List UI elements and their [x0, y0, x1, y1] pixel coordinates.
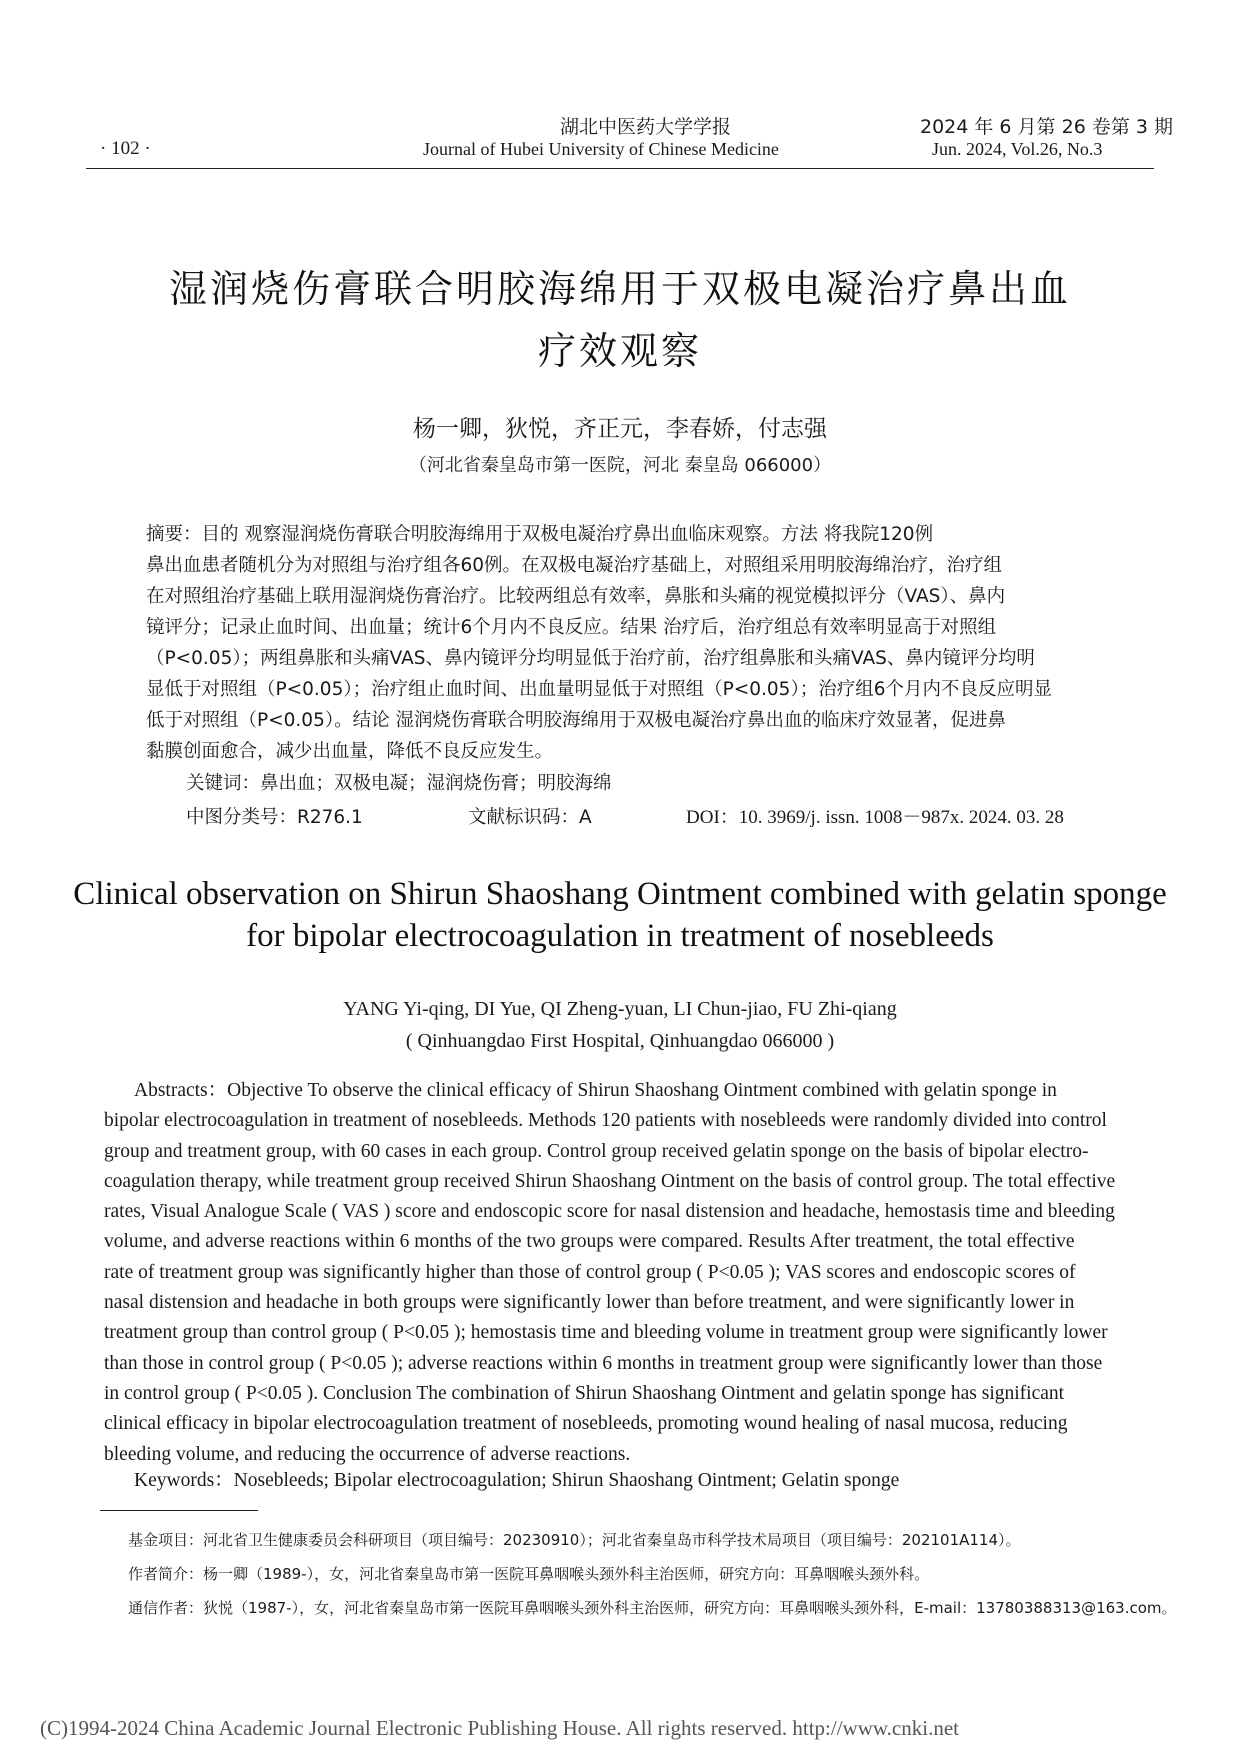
- abstract-cn-line: 在对照组治疗基础上联用湿润烧伤膏治疗。比较两组总有效率，鼻胀和头痛的视觉模拟评分（VAS）、鼻内: [146, 586, 1006, 607]
- abstract-en: [104, 1076, 1136, 1470]
- title-cn-line-1: 湿润烧伤膏联合明胶海绵用于双极电凝治疗鼻出血: [168, 267, 1071, 311]
- abstract-cn-line: 摘要：目的 观察湿润烧伤膏联合明胶海绵用于双极电凝治疗鼻出血临床观察。方法 将我院120例: [146, 524, 934, 545]
- footnote-corresponding-author: 通信作者：狄悦（1987-），女，河北省秦皇岛市第一医院耳鼻咽喉头颈外科主治医师，研究方向：耳鼻咽喉头颈外科，E-mail：13780388313@163.com。: [128, 1599, 1177, 1617]
- abstract-en-line: than those in control group ( P<0.05 ); adverse reactions within 6 months in treatment group were significantly lower than those: [104, 1352, 1103, 1374]
- abstract-cn-line: 低于对照组（P<0.05）。结论 湿润烧伤膏联合明胶海绵用于双极电凝治疗鼻出血的临床疗效显著，促进鼻: [146, 710, 1006, 731]
- copyright-notice: (C)1994-2024 China Academic Journal Electronic Publishing House. All rights reserved. http://www.cnki.net: [40, 1716, 959, 1740]
- abstract-cn-line: 镜评分；记录止血时间、出血量；统计6个月内不良反应。结果 治疗后，治疗组总有效率明显高于对照组: [146, 617, 997, 638]
- affiliation-en: ( Qinhuangdao First Hospital, Qinhuangdao 066000 ): [405, 1030, 835, 1052]
- abstract-en-line: group and treatment group, with 60 cases in each group. Control group received gelatin sponge on the basis of bipolar electro-: [104, 1140, 1089, 1162]
- authors-cn: 杨一卿，狄悦，齐正元，李春娇，付志强: [413, 416, 827, 442]
- abstract-en-line: rates, Visual Analogue Scale ( VAS ) score and endoscopic score for nasal distension and headache, hemostasis time and bleeding: [104, 1201, 1115, 1223]
- abstract-en-line: Abstracts：Objective To observe the clinical efficacy of Shirun Shaoshang Ointment combined with gelatin sponge in: [134, 1080, 1057, 1101]
- abstract-en-line: volume, and adverse reactions within 6 months of the two groups were compared. Results After treatment, the total effective: [104, 1231, 1075, 1253]
- abstract-cn-line: 黏膜创面愈合，减少出血量，降低不良反应发生。: [146, 741, 554, 762]
- keywords-en: Keywords：Nosebleeds; Bipolar electrocoagulation; Shirun Shaoshang Ointment; Gelatin sponge: [134, 1470, 900, 1491]
- abstract-cn-line: 显低于对照组（P<0.05）；治疗组止血时间、出血量明显低于对照组（P<0.05）；治疗组6个月内不良反应明显: [146, 679, 1052, 700]
- page-number: · 102 ·: [100, 138, 151, 159]
- keywords-cn: 关键词：鼻出血；双极电凝；湿润烧伤膏；明胶海绵: [186, 773, 612, 794]
- footnote-divider: [100, 1510, 258, 1511]
- authors-en: YANG Yi-qing, DI Yue, QI Zheng-yuan, LI Chun-jiao, FU Zhi-qiang: [343, 998, 897, 1020]
- abstract-en-line: clinical efficacy in bipolar electrocoagulation treatment of nosebleeds, promoting wound healing of nasal mucosa, reducing: [104, 1413, 1068, 1435]
- abstract-cn: [146, 519, 1098, 767]
- abstract-en-line: treatment group than control group ( P<0.05 ); hemostasis time and bleeding volume in treatment group were significantly lower: [104, 1322, 1108, 1344]
- abstract-en-line: rate of treatment group was significantly higher than those of control group ( P<0.05 ); VAS scores and endoscopic scores of: [104, 1261, 1076, 1283]
- title-en-line-2: for bipolar electrocoagulation in treatment of nosebleeds: [246, 918, 994, 954]
- document-code: 文献标识码：A: [468, 807, 592, 828]
- affiliation-cn: （河北省秦皇岛市第一医院，河北 秦皇岛 066000）: [408, 455, 832, 476]
- footnote-funding: 基金项目：河北省卫生健康委员会科研项目（项目编号：20230910）；河北省秦皇岛市科学技术局项目（项目编号：202101A114）。: [128, 1531, 1021, 1549]
- doi: DOI：10. 3969/j. issn. 1008－987x. 2024. 03. 28: [686, 807, 1064, 828]
- abstract-cn-line: 鼻出血患者随机分为对照组与治疗组各60例。在双极电凝治疗基础上，对照组采用明胶海绵治疗，治疗组: [146, 555, 1003, 576]
- header-divider: [86, 168, 1154, 169]
- abstract-en-line: in control group ( P<0.05 ). Conclusion The combination of Shirun Shaoshang Ointment and gelatin sponge has significant: [104, 1382, 1065, 1404]
- abstract-cn-line: （P<0.05）；两组鼻胀和头痛VAS、鼻内镜评分均明显低于治疗前，治疗组鼻胀和头痛VAS、鼻内镜评分均明: [146, 648, 1035, 669]
- journal-name-cn: 湖北中医药大学学报: [560, 116, 732, 138]
- abstract-en-line: nasal distension and headache in both groups were significantly lower than before treatment, and were significantly lower in: [104, 1292, 1075, 1314]
- footnote-author-bio: 作者简介：杨一卿（1989-），女，河北省秦皇岛市第一医院耳鼻咽喉头颈外科主治医师，研究方向：耳鼻咽喉头颈外科。: [128, 1565, 930, 1583]
- abstract-en-line: bipolar electrocoagulation in treatment of nosebleeds. Methods 120 patients with nosebleeds were randomly divided into control: [104, 1110, 1107, 1132]
- issue-info-en: Jun. 2024, Vol.26, No.3: [932, 139, 1103, 159]
- abstract-en-line: coagulation therapy, while treatment group received Shirun Shaoshang Ointment on the basis of control group. The total effective: [104, 1170, 1116, 1192]
- abstract-en-line: bleeding volume, and reducing the occurrence of adverse reactions.: [104, 1443, 631, 1465]
- title-cn-line-2: 疗效观察: [537, 329, 702, 373]
- title-en-line-1: Clinical observation on Shirun Shaoshang Ointment combined with gelatin sponge: [73, 876, 1167, 912]
- clc-number: 中图分类号：R276.1: [186, 807, 363, 828]
- issue-info-cn: 2024 年 6 月第 26 卷第 3 期: [920, 116, 1173, 138]
- journal-name-en: Journal of Hubei University of Chinese Medicine: [423, 139, 779, 159]
